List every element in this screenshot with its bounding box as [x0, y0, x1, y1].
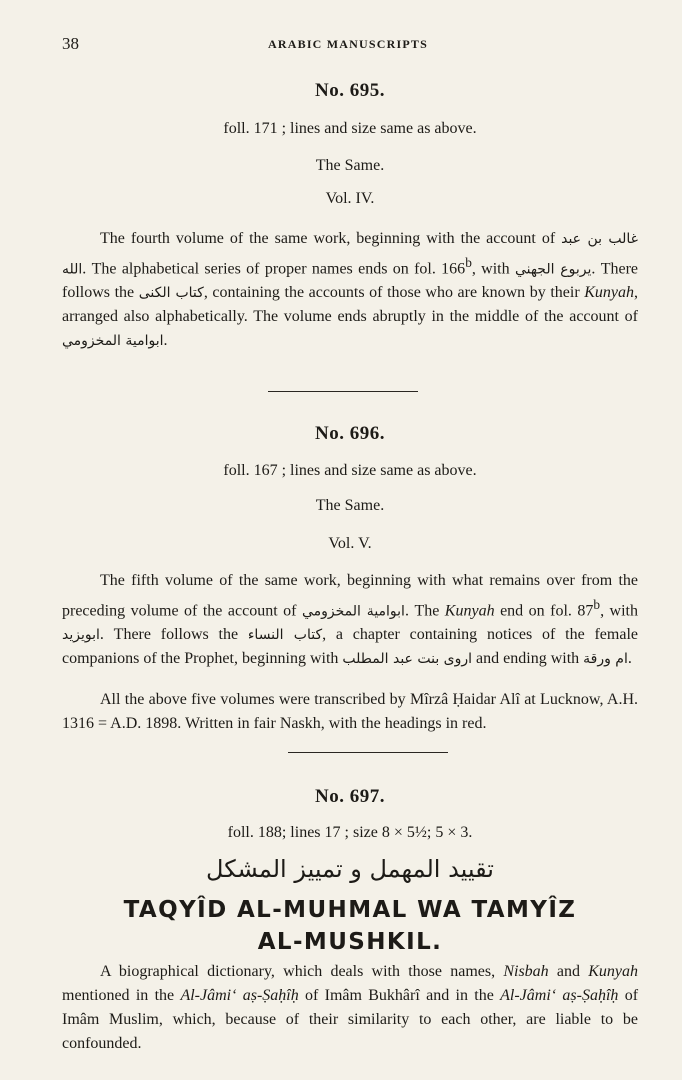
- entry-title: The Same.: [315, 157, 385, 174]
- entry-number: No. 696.: [315, 423, 385, 444]
- work-title: [62, 894, 638, 958]
- section-divider: [288, 752, 448, 753]
- volume-label: Vol. V.: [328, 535, 372, 552]
- entry-number: No. 695.: [315, 80, 385, 101]
- entry-description: foll. 171 ; lines and size same as above.: [223, 120, 477, 137]
- entry-paragraph: All the above five volumes were transcribed by Mîrzâ Ḥaidar Alî at Lucknow, A.H. 1316 = A.D. 1898. Written in fair Naskh, with the headings in red.: [62, 691, 638, 732]
- running-header: [62, 34, 634, 54]
- section-divider: [268, 391, 418, 392]
- arabic-phrase: ابويزيد: [62, 627, 100, 644]
- arabic-phrase: كتاب الكنى: [138, 285, 204, 302]
- arabic-phrase: غالب بن عبد الله: [62, 231, 638, 278]
- running-title: ARABIC MANUSCRIPTS: [268, 37, 428, 51]
- entry-number: No. 697.: [315, 786, 385, 807]
- entry-paragraph: A biographical dictionary, which deals with those names, Nisbah and Kunyah mentioned in the Al-Jâmi‘ aṣ-Ṣaḥîḥ of Imâm Bukhârî and in the Al-Jâmi‘ aṣ-Ṣaḥîḥ of Imâm Muslim, which, because of their similarity to each other, are liable to be confounded.: [62, 963, 639, 1052]
- entry-paragraph: The fifth volume of the same work, beginning with what remains over from the preceding volume of the account of ابوامية المخزومي. The Kunyah end on fol. 87$^b$, with ابويزيد. There follows the كتاب النساء, a chapter containing notices of the female companions of the Prophet, beginning with اروى بنت عبد المطلب and ending with ام ورقة.: [62, 572, 638, 668]
- page-number: 38: [62, 34, 79, 53]
- arabic-phrase: يربوع الجهني: [514, 261, 592, 278]
- entry-description: foll. 188; lines 17 ; size 8 × 5½; 5 × 3.: [227, 824, 473, 841]
- entry-title: The Same.: [315, 497, 385, 514]
- arabic-phrase: كتاب النساء: [247, 627, 323, 644]
- volume-label: Vol. IV.: [325, 190, 375, 207]
- arabic-phrase: ابوامية المخزومي: [62, 333, 164, 350]
- arabic-phrase: ام ورقة: [583, 651, 628, 668]
- entry-description: foll. 167 ; lines and size same as above.: [223, 462, 477, 479]
- work-title-line: AL-MUSHKIL.: [257, 929, 443, 955]
- work-title-line: TAQYÎD AL-MUHMAL WA TAMYÎZ: [123, 897, 577, 923]
- arabic-title: تقييد المهمل و تمييز المشكل: [206, 855, 494, 883]
- entry-paragraph: The fourth volume of the same work, beginning with the account of غالب بن عبد الله. The alphabetical series of proper names ends on fol. 166$^b$, with يربوع الجهني. There follows the كتاب الكنى, containing the accounts of those who are known by their Kunyah, arranged also alphabetically. The volume ends abruptly in the middle of the account of ابوامية المخزومي.: [62, 230, 639, 350]
- arabic-phrase: اروى بنت عبد المطلب: [342, 651, 473, 668]
- arabic-phrase: ابوامية المخزومي: [301, 603, 405, 620]
